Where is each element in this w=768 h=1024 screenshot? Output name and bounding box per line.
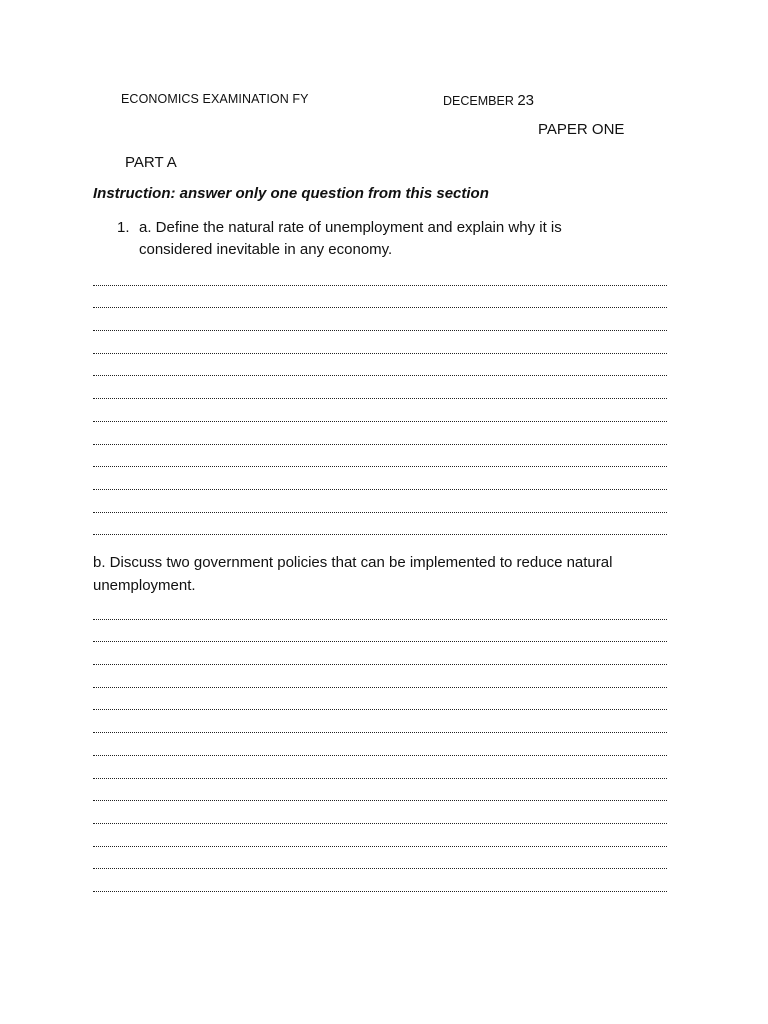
answer-line[interactable]: [93, 600, 667, 623]
question-1b-line-1: b. Discuss two government policies that can be implemented to reduce natural: [93, 554, 613, 571]
answer-line[interactable]: [93, 623, 667, 646]
question-1a-text: a. Define the natural rate of unemployment and explain why it is: [139, 219, 562, 236]
section-title: PART A: [125, 154, 177, 171]
exam-date: [443, 92, 534, 109]
question-number: 1.: [117, 219, 130, 236]
question-1a-line-2: considered inevitable in any economy.: [139, 241, 393, 258]
date-day: 23: [517, 92, 535, 109]
answer-line[interactable]: [93, 804, 667, 827]
answer-line[interactable]: [93, 645, 667, 668]
answer-line[interactable]: [93, 357, 667, 380]
answer-line[interactable]: [93, 759, 667, 782]
answer-line[interactable]: [93, 493, 667, 516]
answer-line[interactable]: [93, 425, 667, 448]
section-instruction: Instruction: answer only one question from this section: [93, 185, 489, 202]
answer-line[interactable]: [93, 850, 667, 873]
answer-line[interactable]: [93, 289, 667, 312]
answer-line[interactable]: [93, 334, 667, 357]
answer-line[interactable]: [93, 827, 667, 850]
answer-line[interactable]: [93, 448, 667, 471]
answer-line[interactable]: [93, 379, 667, 402]
answer-line[interactable]: [93, 470, 667, 493]
answer-line[interactable]: [93, 782, 667, 805]
answer-line[interactable]: [93, 402, 667, 425]
answer-line[interactable]: [93, 736, 667, 759]
question-1b-line-2: unemployment.: [93, 577, 196, 594]
question-1b: [93, 551, 612, 597]
answer-line[interactable]: [93, 668, 667, 691]
answer-line[interactable]: [93, 691, 667, 714]
answer-line[interactable]: [93, 311, 667, 334]
answer-line[interactable]: [93, 516, 667, 539]
question-1a-line-1: [117, 217, 562, 239]
answer-line[interactable]: [93, 266, 667, 289]
paper-label: PAPER ONE: [538, 121, 625, 138]
answer-line[interactable]: [93, 872, 667, 895]
exam-title: ECONOMICS EXAMINATION FY: [121, 92, 309, 106]
answer-area-1a[interactable]: [93, 266, 667, 538]
answer-line[interactable]: [93, 713, 667, 736]
date-month: DECEMBER: [443, 94, 514, 108]
question-1a: [117, 217, 562, 261]
answer-area-1b[interactable]: [93, 600, 667, 895]
